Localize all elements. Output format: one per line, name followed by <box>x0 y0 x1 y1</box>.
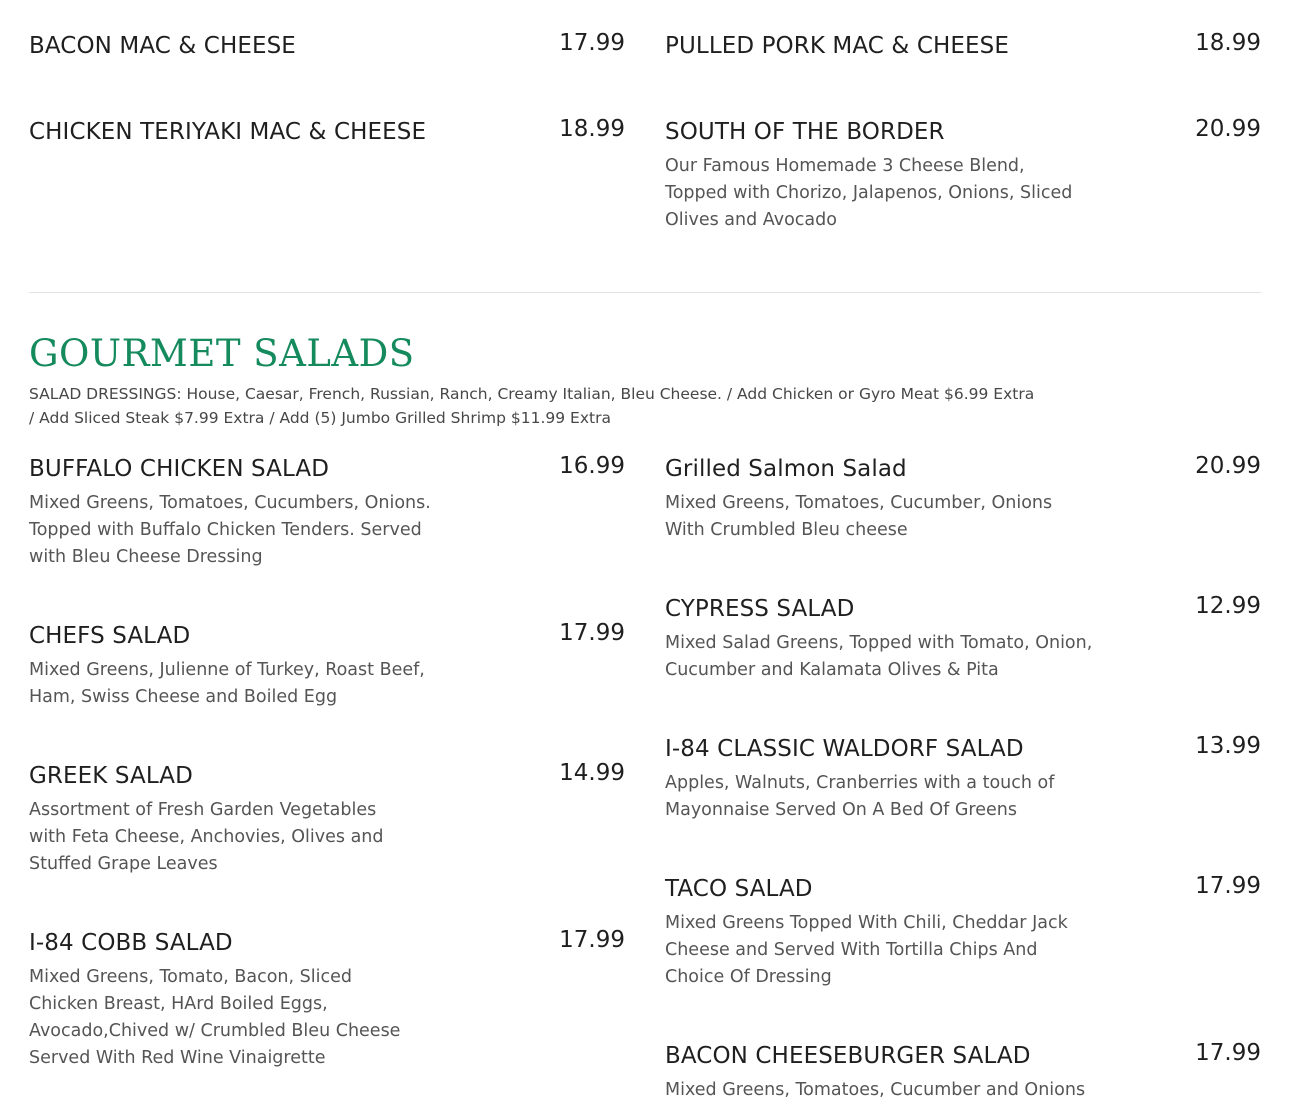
item-description: Mixed Greens, Tomatoes, Cucumber, Onions With Crumbled Bleu cheese <box>665 493 1053 540</box>
item-name: I-84 COBB SALAD <box>29 930 233 956</box>
item-name: Grilled Salmon Salad <box>665 456 907 482</box>
item-price: 18.99 <box>1195 30 1261 56</box>
item-price: 20.99 <box>1195 116 1261 142</box>
item-price: 13.99 <box>1195 733 1261 759</box>
item-name: CYPRESS SALAD <box>665 596 855 622</box>
section-divider <box>29 292 1261 293</box>
item-name: BUFFALO CHICKEN SALAD <box>29 456 330 482</box>
item-name: PULLED PORK MAC & CHEESE <box>665 33 1009 59</box>
item-description: Mixed Greens, Tomato, Bacon, Sliced Chicken Breast, HArd Boiled Eggs, Avocado,Chived w/ Crumbled Bleu Cheese Served With Red Wine Vinaigrette <box>29 967 401 1068</box>
item-description: Mixed Greens Topped With Chili, Cheddar Jack Cheese and Served With Tortilla Chips And Choice Of Dressing <box>665 913 1068 987</box>
item-description: Mixed Greens, Tomatoes, Cucumbers, Onions. Topped with Buffalo Chicken Tenders. Served with Bleu Cheese Dressing <box>29 493 431 567</box>
item-description: Apples, Walnuts, Cranberries with a touch of Mayonnaise Served On A Bed Of Greens <box>665 773 1055 820</box>
item-price: 17.99 <box>559 30 625 56</box>
item-description: Our Famous Homemade 3 Cheese Blend, Topped with Chorizo, Jalapenos, Onions, Sliced Olives and Avocado <box>665 156 1073 230</box>
item-price: 16.99 <box>559 453 625 479</box>
item-description: Assortment of Fresh Garden Vegetables with Feta Cheese, Anchovies, Olives and Stuffed Grape Leaves <box>29 800 384 874</box>
item-description: Mixed Salad Greens, Topped with Tomato, Onion, Cucumber and Kalamata Olives & Pita <box>665 633 1093 680</box>
item-price: 17.99 <box>559 620 625 646</box>
item-price: 18.99 <box>559 116 625 142</box>
item-name: TACO SALAD <box>665 876 813 902</box>
item-price: 17.99 <box>559 927 625 953</box>
item-name: CHEFS SALAD <box>29 623 191 649</box>
item-price: 14.99 <box>559 760 625 786</box>
salad-dressings-note: SALAD DRESSINGS: House, Caesar, French, Russian, Ranch, Creamy Italian, Bleu Cheese. / Add Chicken or Gyro Meat $6.99 Extra / Add Sliced Steak $7.99 Extra / Add (5) Jumbo Grilled Shrimp $11.99 Extra <box>29 385 1035 427</box>
item-name: BACON MAC & CHEESE <box>29 33 296 59</box>
item-name: GREEK SALAD <box>29 763 193 789</box>
item-description: Mixed Greens, Julienne of Turkey, Roast Beef, Ham, Swiss Cheese and Boiled Egg <box>29 660 425 707</box>
item-name: I-84 CLASSIC WALDORF SALAD <box>665 736 1024 762</box>
item-price: 20.99 <box>1195 453 1261 479</box>
item-price: 12.99 <box>1195 593 1261 619</box>
item-name: BACON CHEESEBURGER SALAD <box>665 1043 1031 1069</box>
section-title: GOURMET SALADS <box>29 332 415 375</box>
item-price: 17.99 <box>1195 1040 1261 1066</box>
item-name: SOUTH OF THE BORDER <box>665 119 945 145</box>
item-description: Mixed Greens, Tomatoes, Cucumber and Onions <box>665 1080 1086 1100</box>
item-price: 17.99 <box>1195 873 1261 899</box>
item-name: CHICKEN TERIYAKI MAC & CHEESE <box>29 119 427 145</box>
